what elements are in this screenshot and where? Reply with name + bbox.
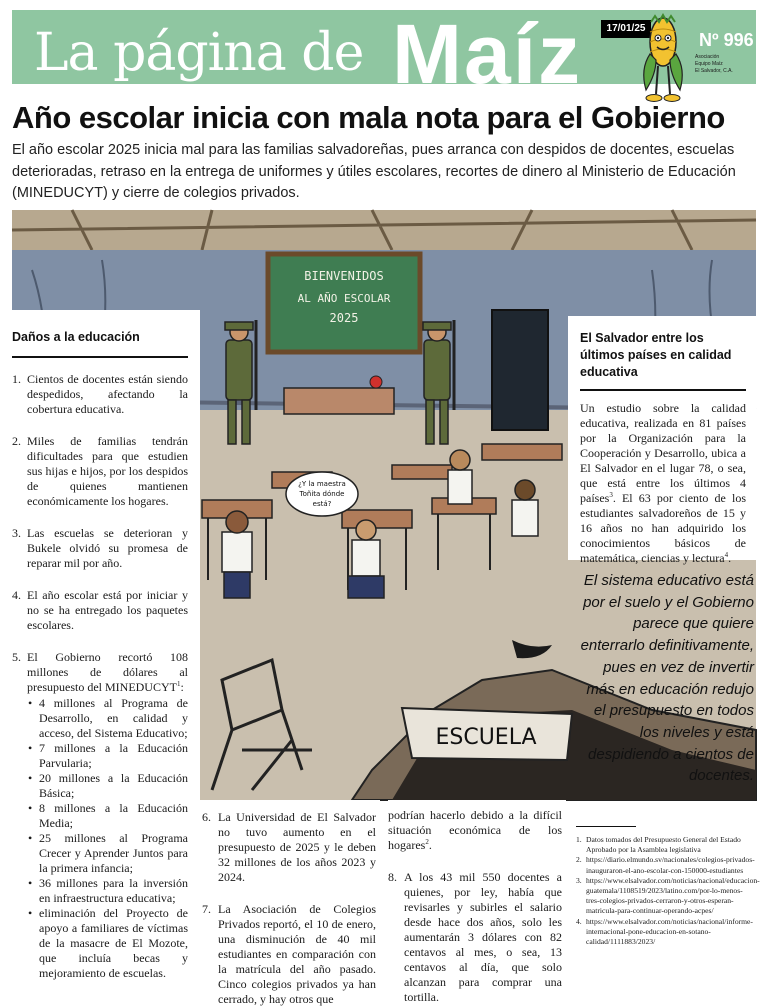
masthead-title-script: La página de bbox=[34, 23, 364, 83]
association-line: Asociación bbox=[695, 54, 720, 60]
item-text: Las escuelas se deterioran y Bukele olvidó su promesa de reparar mil por año. bbox=[27, 526, 188, 570]
list-item bbox=[12, 526, 188, 571]
chalkboard-line: AL AÑO ESCOLAR bbox=[297, 292, 391, 305]
pull-quote: El sistema educativo está por el suelo y el Gobierno parece que quiere enterrarlo definitivamente, pues en vez de invertir más en educación redujo el presupuesto en todos los niveles y está despidiendo a cientos de docentes. bbox=[580, 572, 754, 785]
footnote bbox=[576, 855, 756, 875]
item-number: 6. bbox=[202, 810, 211, 824]
footnotes bbox=[576, 826, 760, 947]
bottom-column-2 bbox=[388, 800, 566, 1004]
list-item bbox=[12, 372, 188, 417]
speech-bubble-line: Toñita dónde bbox=[299, 490, 345, 498]
escuela-sign: ESCUELA bbox=[435, 725, 537, 750]
damage-column-title: Daños a la educación bbox=[12, 330, 140, 344]
ranking-text-part: . bbox=[728, 551, 732, 565]
chalkboard-line: 2025 bbox=[329, 311, 359, 325]
ranking-box-title: El Salvador entre los últimos países en calidad educativa bbox=[580, 331, 732, 379]
bottom-column-1 bbox=[202, 800, 380, 1006]
item-text: El año escolar está por iniciar y no se ha entregado los paquetes escolares. bbox=[27, 588, 188, 632]
sub-item: • eliminación del Proyecto de apoyo a familiares de víctimas de la masacre de El Mozote, que incluía becas y mejoramiento de escuelas. bbox=[27, 906, 188, 981]
footnote bbox=[576, 835, 756, 855]
issue-number: Nº 996 bbox=[699, 30, 754, 50]
footnote-number: 3. bbox=[576, 875, 582, 885]
item-text: A los 43 mil 550 docentes a quienes, por ley, había que revisarles y subirles el salario desde hace dos años, solo les aumentarán 3 dólares con 82 centavos al mes, o sea, 13 centavos al día, que solo alcanzan para comprar una tortilla. bbox=[404, 870, 562, 1004]
ranking-box bbox=[568, 316, 756, 565]
item-number: 5. bbox=[12, 650, 21, 664]
ranking-text bbox=[580, 401, 746, 566]
chalkboard-line: BIENVENIDOS bbox=[304, 269, 384, 283]
item-text: Cientos de docentes están siendo despedidos, afectando la cobertura educativa. bbox=[27, 372, 188, 416]
item-text: Miles de familias tendrán dificultades para que estudien sus hijas e hijos, por los despidos de quienes mantienen económicamente los hogares. bbox=[27, 434, 188, 508]
footnote-text: Datos tomados del Presupuesto General del Estado Aprobado por la Asamblea legislativa bbox=[586, 835, 741, 855]
footnote-rule bbox=[576, 826, 636, 827]
list-item bbox=[202, 810, 376, 885]
speech-bubble-line: ¿Y la maestra bbox=[298, 480, 346, 488]
sub-item: • 4 millones al Programa de Desarrollo, en calidad y acceso, del Sistema Educativo; bbox=[27, 696, 188, 741]
footnote-number: 1. bbox=[576, 835, 582, 844]
speech-bubble-line: está? bbox=[312, 500, 332, 508]
ranking-text-part: . El 63 por ciento de los estudiantes salvadoreños de 15 y 16 años no han adquirido los conocimientos básicos de matemática, ciencias y lectura bbox=[580, 491, 746, 565]
footnote-ref: 1 bbox=[176, 680, 181, 688]
title-rule bbox=[580, 389, 746, 391]
sub-item: • 36 millones para la inversión en infraestructura educativa; bbox=[27, 876, 188, 906]
item-number: 1. bbox=[12, 372, 21, 386]
item-number: 7. bbox=[202, 902, 211, 916]
sub-item: • 25 millones al Programa Crecer y Aprender Juntos para la primera infancia; bbox=[27, 831, 188, 876]
footnote-link[interactable]: https://www.elsalvador.com/noticias/nacional/educacion-guatemala/1108519/2023/latino.com/por-lo-menos-tres-colegios-privados-cerraron-y-otros-esperan-matricula-para-continuar-operando-acpes/ bbox=[586, 875, 760, 916]
footnote bbox=[576, 875, 760, 917]
corn-mascot-icon bbox=[630, 14, 696, 104]
title-rule bbox=[12, 356, 188, 358]
footnote-number: 2. bbox=[576, 855, 582, 865]
budget-cut-list bbox=[27, 696, 188, 981]
item-number: 3. bbox=[12, 526, 21, 540]
lead-paragraph: El año escolar 2025 inicia mal para las familias salvadoreñas, pues arranca con despidos de docentes, escuelas deterioradas, retraso en la entrega de uniformes y útiles escolares, recortes de dinero al Ministerio de Educación (MINEDUCYT) y cierre de colegios privados. bbox=[12, 142, 736, 201]
sub-item: • 8 millones a la Educación Media; bbox=[27, 801, 188, 831]
list-item bbox=[12, 434, 188, 509]
item-text: El Gobierno recortó 108 millones de dólares al presupuesto del MINEDUCYT bbox=[27, 650, 188, 694]
issue-date: 17/01/25 bbox=[601, 20, 651, 38]
footnote-ref: 2 bbox=[425, 838, 429, 846]
association-logo bbox=[695, 54, 747, 75]
sub-item: • 7 millones a la Educación Parvularia; bbox=[27, 741, 188, 771]
list-item bbox=[12, 588, 188, 633]
masthead bbox=[12, 7, 756, 101]
damage-column bbox=[0, 310, 200, 981]
item-text: podrían hacerlo debido a la difícil situación económica de los hogares bbox=[388, 808, 562, 852]
masthead-title-big: Maíz bbox=[392, 7, 583, 101]
list-item bbox=[12, 650, 188, 981]
ranking-text-part: Un estudio sobre la calidad educativa, realizada en 81 países por la Organización para la Cooperación y Desarrollo, ubica a El Salvador en el lugar 78, o sea, que está entre los últimos 4 países bbox=[580, 401, 746, 505]
association-line: Equipo Maíz bbox=[695, 61, 723, 67]
item-text: La Universidad de El Salvador no tuvo aumento en el presupuesto de 2025 y le deben 32 millones de los años 2023 y 2024. bbox=[218, 810, 376, 884]
item-number: 4. bbox=[12, 588, 21, 602]
list-item bbox=[388, 870, 562, 1005]
item-text-tail: : bbox=[180, 680, 184, 694]
footnote-link[interactable]: https://www.elsalvador.com/noticias/nacional/informe-internacional-pone-educacion-en-sotano-calidad/1111883/2023/ bbox=[586, 916, 753, 947]
item-number: 8. bbox=[388, 870, 397, 884]
footnote-number: 4. bbox=[576, 916, 582, 926]
item-text: La Asociación de Colegios Privados reportó, el 10 de enero, una disminución de 40 mil estudiantes en comparación con la matrícula del año pasado. Cinco colegios privados ya han cerrado, y hay otros que bbox=[218, 902, 376, 1006]
footnote-ref: 4 bbox=[724, 551, 729, 559]
damage-list bbox=[12, 372, 188, 981]
sub-item: • 20 millones a la Educación Básica; bbox=[27, 771, 188, 801]
footnote-link[interactable]: https://diario.elmundo.sv/nacionales/colegios-privados-inauguraron-el-ano-escolar-con-150000-estudiantes bbox=[586, 855, 755, 875]
association-line: El Salvador, C.A. bbox=[695, 68, 733, 74]
headline: Año escolar inicia con mala nota para el Gobierno bbox=[12, 100, 725, 135]
continued-text bbox=[388, 808, 562, 853]
item-text-tail: . bbox=[428, 838, 432, 852]
footnote-ref: 3 bbox=[609, 491, 613, 499]
item-number: 2. bbox=[12, 434, 21, 448]
list-item bbox=[202, 902, 376, 1007]
footnote bbox=[576, 917, 756, 948]
footnote-list bbox=[576, 835, 760, 947]
